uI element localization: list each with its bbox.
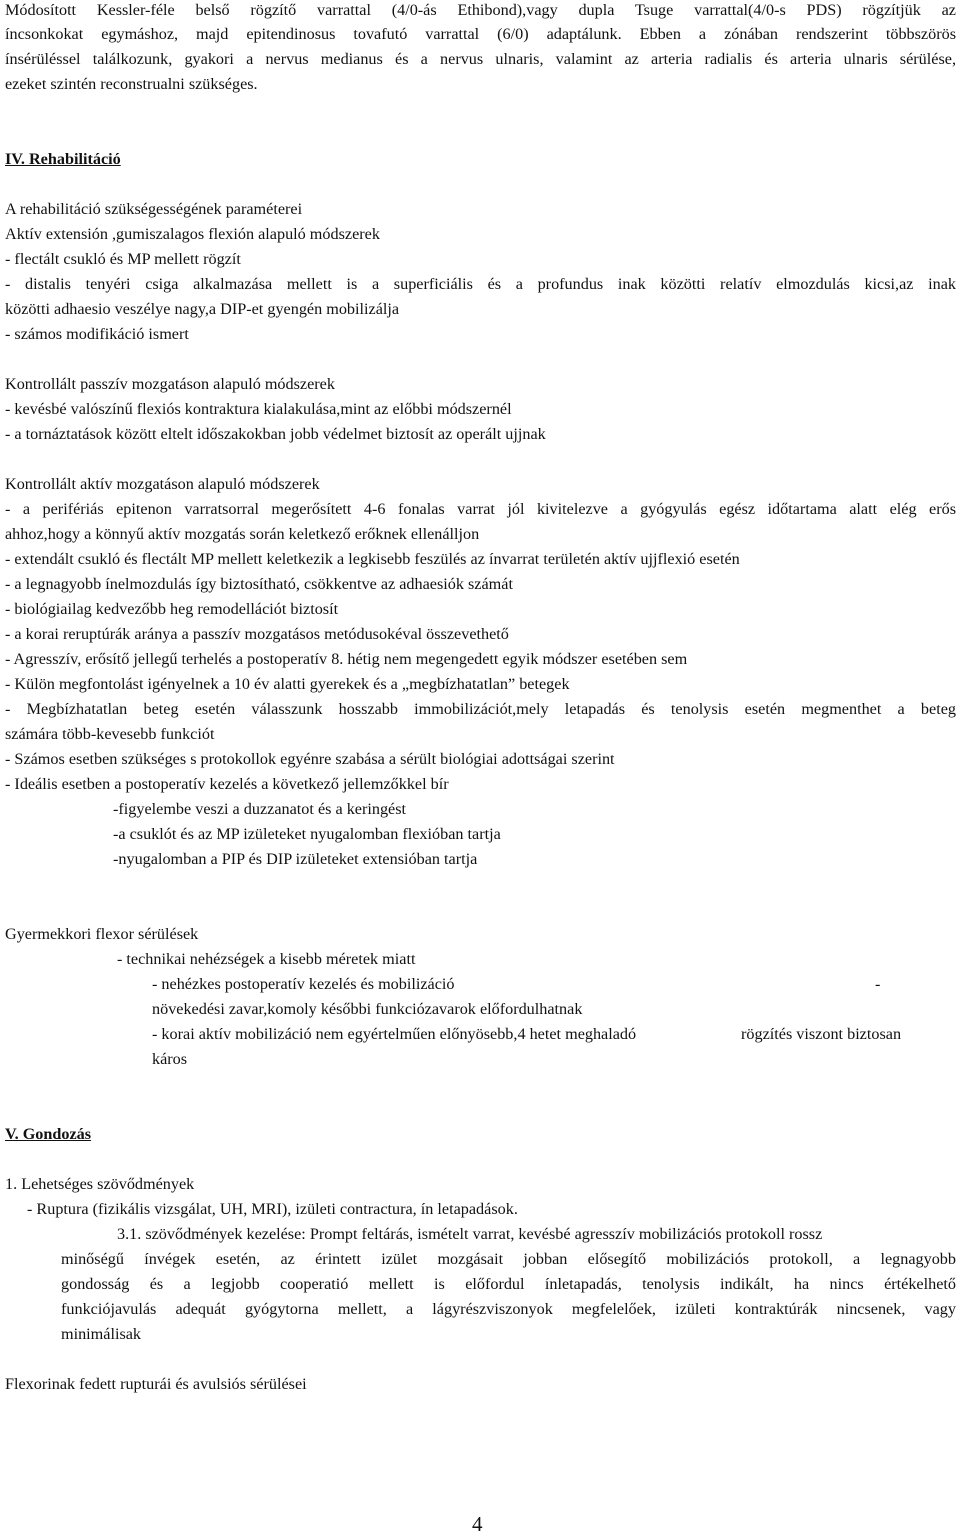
item31-line-2: minőségű ínvégek esetén, az érintett izület mozgásait jobban elősegítő mobilizációs protokoll, a legnagyobb bbox=[61, 1250, 956, 1268]
intro-line-2: íncsonkokat egymáshoz, majd epitendinosus tovafutó varrattal (6/0) adaptálunk. Ebben a zónában rendszerint többszörös bbox=[5, 25, 956, 43]
para2-title: Kontrollált passzív mozgatáson alapuló módszerek bbox=[5, 375, 335, 393]
last-line: Flexorinak fedett rupturái és avulsiós sérülései bbox=[5, 1375, 307, 1393]
para4-line-1: - technikai nehézségek a kisebb méretek miatt bbox=[117, 950, 416, 968]
item31-line-5: minimálisak bbox=[61, 1325, 142, 1343]
para2-item-2: - a tornáztatások között eltelt időszakokban jobb védelmet biztosít az operált ujjnak bbox=[5, 425, 546, 443]
section-heading-gondozas: V. Gondozás bbox=[5, 1125, 92, 1143]
para1-item-1: - flectált csukló és MP mellett rögzít bbox=[5, 250, 241, 268]
para1-item-2: - distalis tenyéri csiga alkalmazása mellett is a superficiális és a profundus inak közötti relatív elmozdulás kicsi,az inak bbox=[5, 275, 956, 293]
item31-line-4: funkciójavulás adequát gyógytorna mellett, a lágyrészviszonyok megfelelőek, izületi kontraktúrák nincsenek, vagy bbox=[61, 1300, 956, 1318]
para4-title: Gyermekkori flexor sérülések bbox=[5, 925, 199, 943]
item31-line-1: 3.1. szövődmények kezelése: Prompt feltárás, ismételt varrat, kevésbé agresszív mobilizációs protokoll rossz bbox=[117, 1225, 823, 1243]
para4-line-2-dash: - bbox=[875, 975, 881, 993]
para4-line-2: - nehézkes postoperatív kezelés és mobilizáció bbox=[152, 975, 455, 993]
section-heading-rehabilitacio: IV. Rehabilitáció bbox=[5, 150, 121, 168]
para3-subitem-3: -nyugalomban a PIP és DIP izületeket extensióban tartja bbox=[113, 850, 478, 868]
para1-item-3: - számos modifikáció ismert bbox=[5, 325, 189, 343]
intro-line-1: Módosított Kessler-féle belső rögzítő varrattal (4/0-ás Ethibond),vagy dupla Tsuge varrattal(4/0-s PDS) rögzítjük az bbox=[5, 1, 956, 19]
intro-line-3: ínsérüléssel találkozunk, gyakori a nervus medianus és a nervus ulnaris, valamint az arteria radialis és arteria ulnaris sérülése, bbox=[5, 50, 956, 68]
para4-line-3: növekedési zavar,komoly későbbi funkciózavarok előfordulhatnak bbox=[152, 1000, 583, 1018]
para1-item-2-cont: közötti adhaesio veszélye nagy,a DIP-et gyengén mobilizálja bbox=[5, 300, 400, 318]
para4-line-5: káros bbox=[152, 1050, 188, 1068]
complications-heading: 1. Lehetséges szövődmények bbox=[5, 1175, 195, 1193]
para3-subitem-1: -figyelembe veszi a duzzanatot és a keringést bbox=[113, 800, 407, 818]
para3-item-5: - a korai reruptúrák aránya a passzív mozgatásos metódusokéval összevethető bbox=[5, 625, 509, 643]
para2-item-1: - kevésbé valószínű flexiós kontraktura kialakulása,mint az előbbi módszernél bbox=[5, 400, 512, 418]
intro-line-4: ezeket szintén reconstrualni szükséges. bbox=[5, 75, 258, 93]
para4-line-4a: - korai aktív mobilizáció nem egyértelműen előnyösebb,4 hetet meghaladó bbox=[152, 1025, 637, 1043]
para3-subitem-2: -a csuklót és az MP izületeket nyugalomban flexióban tartja bbox=[113, 825, 501, 843]
para3-item-9: - Számos esetben szükséges s protokollok egyénre szabása a sérült biológiai adottságai szerint bbox=[5, 750, 615, 768]
para4-line-4b: rögzítés viszont biztosan bbox=[741, 1025, 902, 1043]
para3-item-4: - biológiailag kedvezőbb heg remodellációt biztosít bbox=[5, 600, 339, 618]
para3-item-3: - a legnagyobb ínelmozdulás így biztosítható, csökkentve az adhaesiók számát bbox=[5, 575, 513, 593]
item31-line-3: gondosság és a legjobb cooperatió mellett is előfordul ínletapadás, tenolysis indikált, ha nincs értékelhető bbox=[61, 1275, 956, 1293]
para3-item-10: - Ideális esetben a postoperatív kezelés a következő jellemzőkkel bír bbox=[5, 775, 449, 793]
para3-item-6: - Agresszív, erősítő jellegű terhelés a postoperatív 8. hétig nem megengedett egyik módszer esetében sem bbox=[5, 650, 688, 668]
para1-title: A rehabilitáció szükségességének paraméterei bbox=[5, 200, 303, 218]
page-number: 4 bbox=[472, 1512, 483, 1536]
para3-title: Kontrollált aktív mozgatáson alapuló módszerek bbox=[5, 475, 320, 493]
para3-item-2: - extendált csukló és flectált MP mellett keletkezik a legkisebb feszülés az ínvarrat területén aktív ujjflexió esetén bbox=[5, 550, 740, 568]
para1-subtitle: Aktív extensión ,gumiszalagos flexión alapuló módszerek bbox=[5, 225, 380, 243]
para3-item-7: - Külön megfontolást igényelnek a 10 év alatti gyerekek és a „megbízhatatlan” betegek bbox=[5, 675, 570, 693]
para3-item-8-cont: számára több-kevesebb funkciót bbox=[5, 725, 215, 743]
para3-item-8: - Megbízhatatlan beteg esetén válasszunk hosszabb immobilizációt,mely letapadás és tenolysis esetén megmenthet a beteg bbox=[5, 700, 956, 718]
para3-item-1-cont: ahhoz,hogy a könnyű aktív mozgatás során keletkező erőknek ellenálljon bbox=[5, 525, 480, 543]
ruptura-line: - Ruptura (fizikális vizsgálat, UH, MRI), izületi contractura, ín letapadások. bbox=[27, 1200, 518, 1218]
para3-item-1: - a perifériás epitenon varratsorral megerősített 4-6 fonalas varrat jól kivitelezve a gyógyulás egész időtartama alatt elég erős bbox=[5, 500, 956, 518]
